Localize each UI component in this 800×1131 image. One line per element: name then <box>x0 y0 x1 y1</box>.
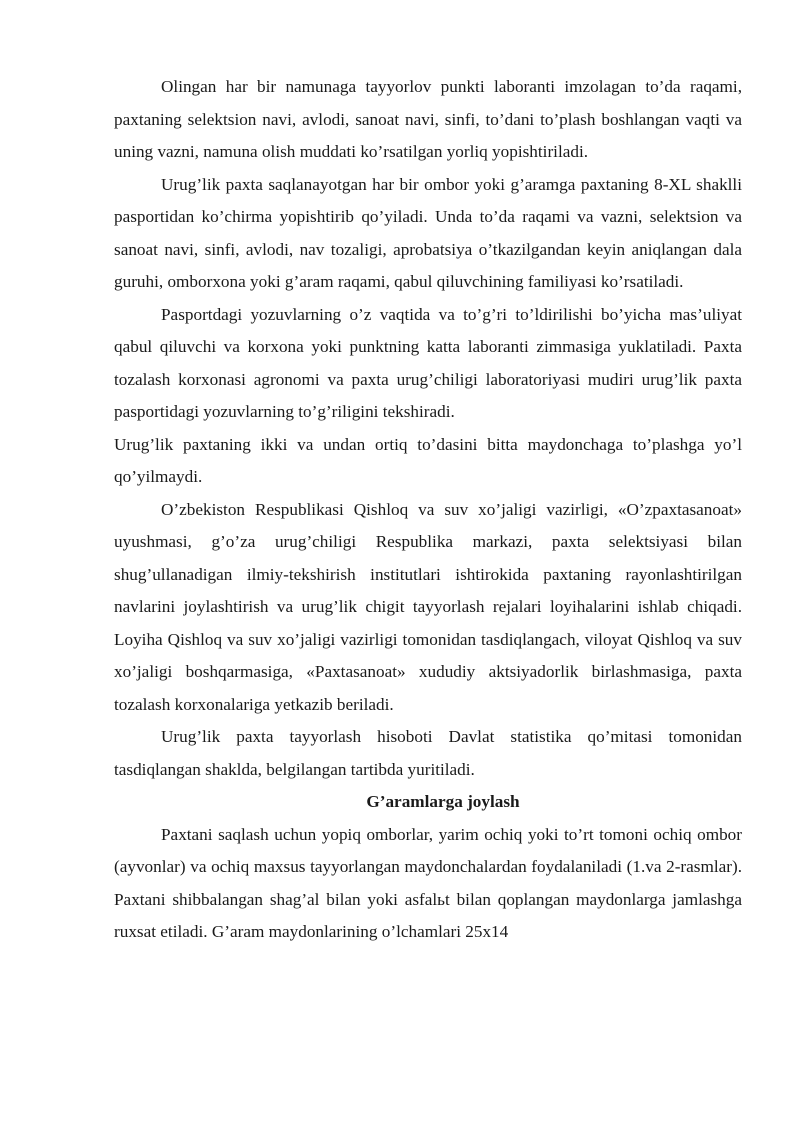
paragraph-ministry-plans: O’zbekiston Respublikasi Qishloq va suv xo’jaligi vazirligi, «O’zpaxtasanoat» uyushmasi, g’o’za urug’chiligi Respublika markazi, paxta selektsiyasi bilan shug’ullanadigan ilmiy-tekshirish institutlari ishtirokida paxtaning rayonlashtirilgan navlarini joylashtirish va urug’lik chigit tayyorlash rejalari loyihalarini ishlab chiqadi. Loyiha Qishloq va suv xo’jaligi vazirligi tomonidan tasdiqlangach, viloyat Qishloq va suv xo’jaligi boshqarmasiga, «Paxtasanoat» xududiy aktsiyadorlik birlashmasiga, paxta tozalash korxonalariga yetkazib beriladi. <box>114 499 742 714</box>
paragraph-statistics-report: Urug’lik paxta tayyorlash hisoboti Davlat statistika qo’mitasi tomonidan tasdiqlangan shaklda, belgilangan tartibda yuritiladi. <box>114 727 742 779</box>
section-heading: G’aramlarga joylash <box>366 792 520 811</box>
document-page <box>114 71 742 949</box>
paragraph-passport-extract: Urug’lik paxta saqlanayotgan har bir ombor yoki g’aramga paxtaning 8-XL shaklli pasportidan ko’chirma yopishtirib qo’yiladi. Unda to’da raqami va vazni, selektsion va sanoat navi, sinfi, avlodi, nav tozaligi, aprobatsiya o’tkazilgandan keyin aniqlangan dala guruhi, omborxona yoki g’aram raqami, qabul qiluvchining familiyasi ko’rsatiladi. <box>114 174 742 291</box>
paragraph-responsibility: Pasportdagi yozuvlarning o’z vaqtida va to’g’ri to’ldirilishi bo’yicha mas’uliyat qabul qiluvchi va korxona yoki punktning katta laboranti zimmasiga yuklatiladi. Paxta tozalash korxonasi agronomi va paxta urug’chiligi laboratoriyasi mudiri urug’lik paxta pasportidagi yozuvlarning to’g’riligini tekshiradi. <box>114 304 742 421</box>
paragraph-storage: Paxtani saqlash uchun yopiq omborlar, yarim ochiq yoki to’rt tomoni ochiq ombor (ayvonlar) va ochiq maxsus tayyorlangan maydonchalardan foydalaniladi (1.va 2-rasmlar). Paxtani shibbalangan shag’al bilan yoki asfalьt bilan qoplangan maydonlarga jamlashga ruxsat etiladi. G’aram maydonlarining o’lchamlari 25x14 <box>114 824 742 941</box>
paragraph-batch-restriction: Urug’lik paxtaning ikki va undan ortiq to’dasini bitta maydonchaga to’plashga yo’l qo’yilmaydi. <box>114 434 742 486</box>
paragraph-sample-label: Olingan har bir namunaga tayyorlov punkti laboranti imzolagan to’da raqami, paxtaning selektsion navi, avlodi, sanoat navi, sinfi, to’dani to’plash boshlangan vaqti va uning vazni, namuna olish muddati ko’rsatilgan yorliq yopishtiriladi. <box>114 77 742 161</box>
